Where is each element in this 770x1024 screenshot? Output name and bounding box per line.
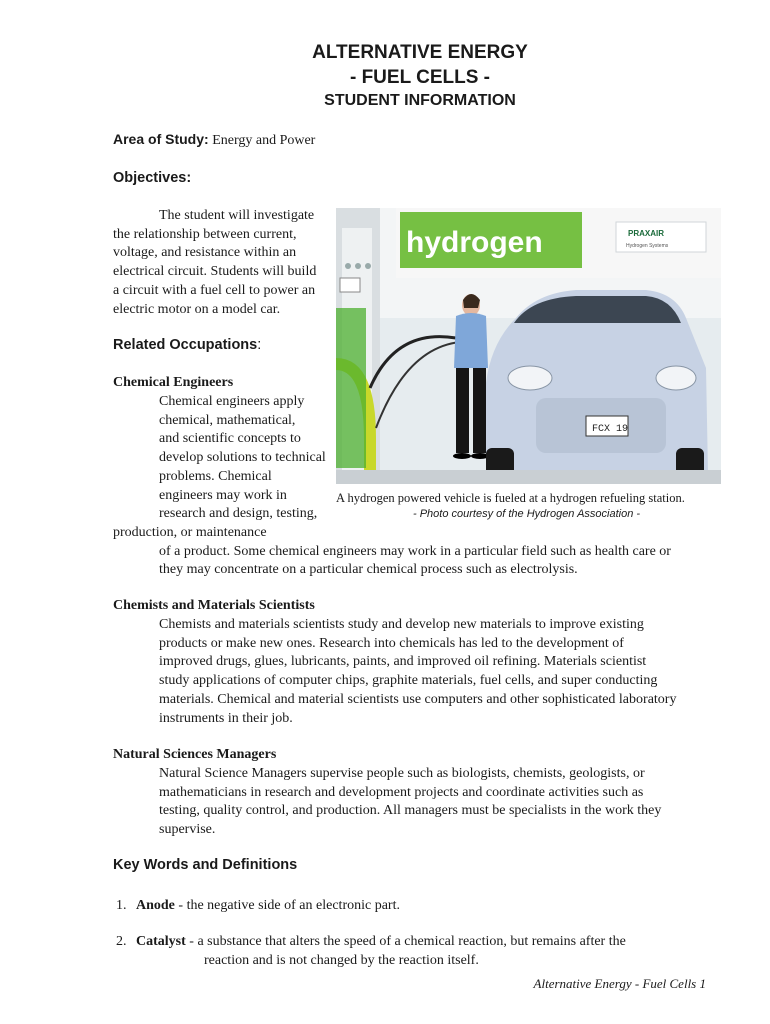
chemists-line: instruments in their job. xyxy=(159,710,293,726)
occupation-title-managers: Natural Sciences Managers xyxy=(113,747,277,762)
page-title-line1: ALTERNATIVE ENERGY xyxy=(312,42,528,63)
chem-eng-line: develop solutions to technical xyxy=(159,450,326,466)
chem-eng-line: of a product. Some chemical engineers may work in a particular field such as health care or xyxy=(159,543,671,559)
chemists-line: study applications of computer chips, graphite materials, fuel cells, and super conducting xyxy=(159,673,658,689)
chem-eng-line: production, or maintenance xyxy=(113,524,267,540)
key-word-term: Anode xyxy=(136,898,175,913)
hydrogen-sign-text: hydrogen xyxy=(406,226,543,259)
chem-eng-line: engineers may work in xyxy=(159,487,287,503)
related-occupations-colon: : xyxy=(257,337,262,353)
key-word-term: Catalyst xyxy=(136,934,186,949)
objectives-line: a circuit with a fuel cell to power an xyxy=(113,282,316,298)
page-footer: Alternative Energy - Fuel Cells 1 xyxy=(533,976,706,991)
objectives-line: electrical circuit. Students will build xyxy=(113,264,317,280)
objectives-heading: Objectives: xyxy=(113,170,192,186)
area-of-study-value: Energy and Power xyxy=(212,133,316,148)
chemists-line: products or make new ones. Research into chemicals has led to the development of xyxy=(159,635,624,651)
objectives-line: the relationship between current, xyxy=(113,226,297,242)
praxair-logo-text: PRAXAIR xyxy=(628,229,665,238)
managers-line: supervise. xyxy=(159,822,216,838)
chemical-engineers-paragraph xyxy=(113,393,671,580)
chem-eng-line: research and design, testing, xyxy=(159,506,318,522)
key-word-definition-continued: reaction and is not changed by the reaction itself. xyxy=(204,953,479,968)
managers-line: Natural Science Managers supervise people such as biologists, chemists, geologists, or xyxy=(159,766,645,781)
objectives-line: The student will investigate xyxy=(159,208,315,223)
page-title-line2: - FUEL CELLS - xyxy=(349,67,491,88)
objectives-line: electric motor on a model car. xyxy=(113,301,281,317)
chemists-line: materials. Chemical and material scientists use computers and other sophisticated laboratory xyxy=(159,691,677,707)
area-of-study xyxy=(113,131,315,149)
key-word-definition: - a substance that alters the speed of a chemical reaction, but remains after the xyxy=(185,934,626,949)
related-occupations-heading xyxy=(113,337,261,353)
chemists-line: improved drugs, glues, lubricants, paints, and improved oil refining. Materials scientist xyxy=(159,654,647,670)
key-word-number: 2. xyxy=(116,934,127,949)
chem-eng-line: chemical, mathematical, xyxy=(159,412,296,428)
occupation-title-chemists: Chemists and Materials Scientists xyxy=(113,598,315,613)
chem-eng-line: they may concentrate on a particular chemical process such as electrolysis. xyxy=(159,562,578,578)
chem-eng-line: Chemical engineers apply xyxy=(159,394,305,409)
photo-caption: A hydrogen powered vehicle is fueled at a hydrogen refueling station. xyxy=(336,491,685,505)
objectives-paragraph xyxy=(113,207,316,319)
page-subtitle: STUDENT INFORMATION xyxy=(324,92,516,109)
key-word-number: 1. xyxy=(116,898,127,913)
key-words-heading: Key Words and Definitions xyxy=(113,857,298,873)
chemists-paragraph xyxy=(159,616,676,728)
chem-eng-line: problems. Chemical xyxy=(159,468,272,484)
photo-credit: - Photo courtesy of the Hydrogen Association - xyxy=(413,508,641,520)
chem-eng-line: and scientific concepts to xyxy=(159,431,301,447)
license-plate-text: FCX 19 xyxy=(592,424,629,435)
managers-line: mathematicians in research and development projects and coordinate activities such as xyxy=(159,784,644,800)
key-word-item xyxy=(116,932,626,951)
chemists-line: Chemists and materials scientists study and develop new materials to improve existing xyxy=(159,617,644,632)
managers-paragraph xyxy=(159,765,661,840)
managers-line: testing, quality control, and production. All managers must be specialists in the work they xyxy=(159,803,662,819)
objectives-line: voltage, and resistance within an xyxy=(113,245,297,261)
praxair-sub-text: Hydrogen Systems xyxy=(626,243,669,249)
key-word-item xyxy=(116,896,400,915)
related-occupations-heading-text: Related Occupations xyxy=(113,337,258,353)
key-word-definition: - the negative side of an electronic part. xyxy=(174,898,400,913)
area-of-study-label: Area of Study: xyxy=(113,131,209,147)
occupation-title-chemical-engineers: Chemical Engineers xyxy=(113,375,234,390)
